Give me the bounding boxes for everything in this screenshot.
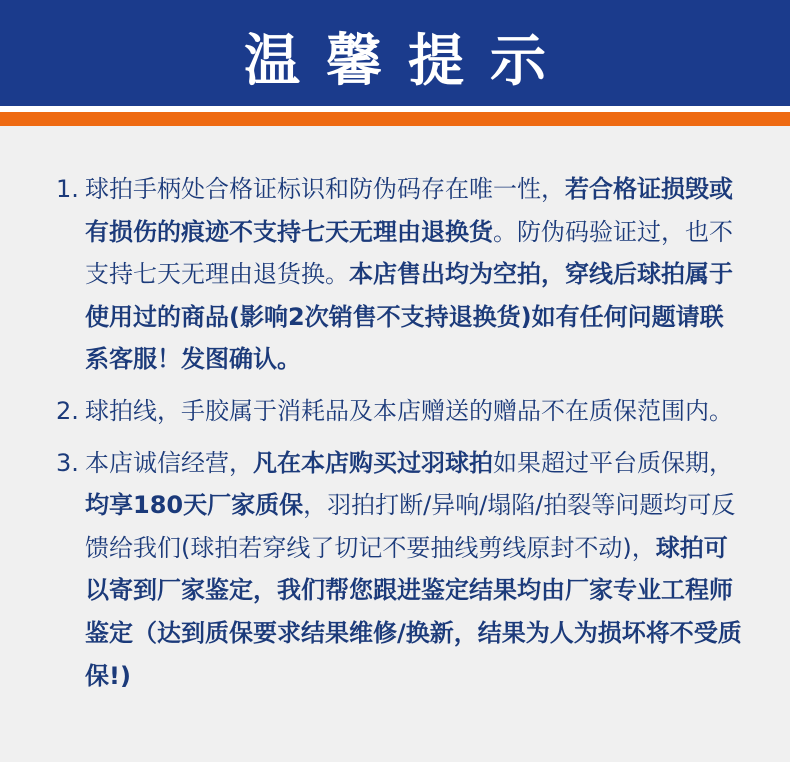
- item-text-segment: 如果超过平台质保期，: [493, 448, 733, 477]
- notice-list: [0, 168, 790, 697]
- page-title: 温馨提示: [244, 29, 572, 94]
- header-banner: [0, 0, 790, 106]
- item-number: 3.: [56, 448, 79, 477]
- item-text-segment: 本店诚信经营，: [85, 448, 253, 477]
- header-divider-orange: [0, 112, 790, 126]
- item-text: [85, 442, 745, 698]
- notice-item: [0, 390, 790, 433]
- item-text-segment: 。防伪码验证过，也不支持七天无理由退货换。: [85, 217, 733, 289]
- notice-item: [0, 168, 790, 381]
- item-text-segment-bold: 球拍可以寄到厂家鉴定，我们帮您跟进鉴定结果均由厂家专业工程师鉴定（达到质保要求结果维修/换新，结果为人为损坏将不受质保!): [85, 533, 742, 690]
- item-text: [85, 390, 745, 433]
- item-text-segment: ，羽拍打断/异响/塌陷/拍裂等问题均可反馈给我们(球拍若穿线了切记不要抽线剪线原封不动)，: [85, 491, 736, 562]
- item-text-segment-bold: 均享180天厂家质保: [85, 491, 304, 520]
- item-text-segment-bold: 本店售出均为空拍，穿线后球拍属于使用过的商品(影响2次销售不支持退换货)如有任何问题请联系客服！发图确认。: [85, 260, 733, 374]
- item-number: 2.: [56, 396, 79, 425]
- notice-item: [0, 442, 790, 698]
- item-text-segment: 球拍手柄处合格证标识和防伪码存在唯一性，: [85, 175, 565, 203]
- item-text-segment-bold: 凡在本店购买过羽球拍: [253, 448, 493, 477]
- item-text-segment: 球拍线，手胶属于消耗品及本店赠送的赠品不在质保范围内。: [85, 396, 733, 425]
- item-text-segment-bold: 若合格证损毁或有损伤的痕迹不支持七天无理由退换货: [85, 175, 733, 246]
- item-text: [85, 168, 745, 381]
- item-number: 1.: [56, 175, 79, 203]
